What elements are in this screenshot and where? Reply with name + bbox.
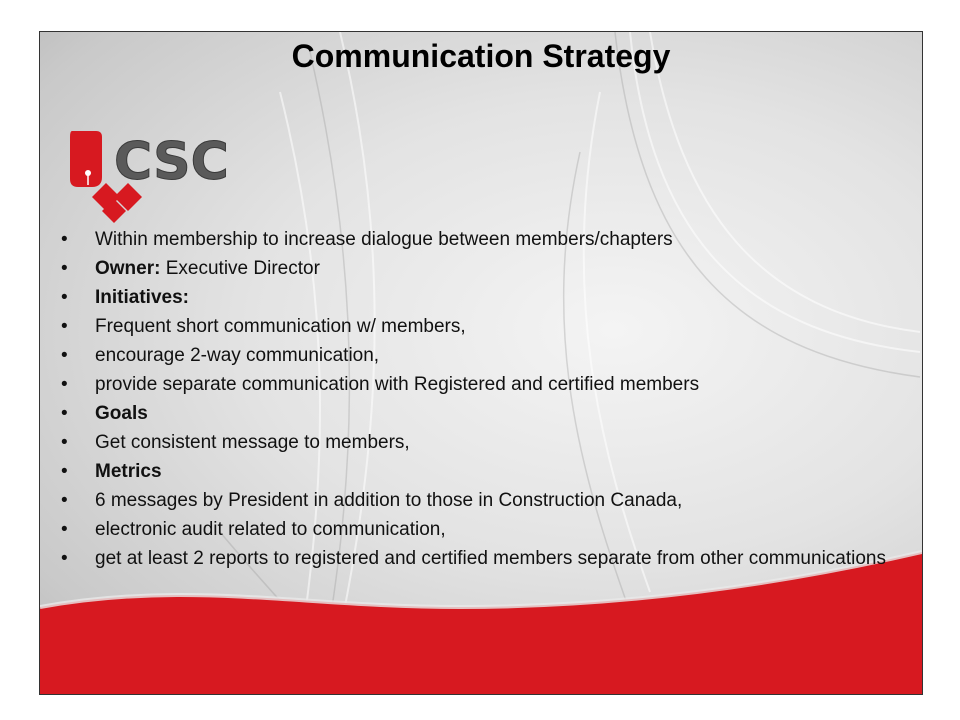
- bullet-dot: •: [61, 403, 68, 424]
- bullet-dot: •: [61, 345, 68, 366]
- bullet-text: 6 messages by President in addition to those in Construction Canada,: [95, 490, 683, 511]
- bullet-dot: •: [61, 258, 68, 279]
- bullet-item: [40, 462, 900, 481]
- bullet-text: electronic audit related to communication,: [95, 519, 446, 540]
- bullet-label: Goals: [95, 403, 148, 424]
- bullet-dot: •: [61, 490, 68, 511]
- bullet-text: Executive Director: [160, 258, 320, 279]
- bullet-dot: •: [61, 316, 68, 337]
- csc-logo: [62, 127, 292, 227]
- bullet-text: encourage 2-way communication,: [95, 345, 380, 366]
- bullet-dot: •: [61, 229, 68, 250]
- bullet-item: [40, 317, 900, 336]
- bullet-dot: •: [61, 432, 68, 453]
- bullet-dot: •: [61, 461, 68, 482]
- bullet-item: [40, 346, 900, 365]
- bullet-label: Owner:: [95, 258, 161, 279]
- bullet-text: Frequent short communication w/ members,: [95, 316, 466, 337]
- bullet-item: [40, 230, 900, 249]
- bullet-item: [40, 288, 900, 307]
- logo-text: CSC: [114, 132, 229, 192]
- bullet-item: [40, 375, 900, 394]
- bullet-item: [40, 259, 900, 278]
- slide-title: Communication Strategy: [291, 38, 671, 74]
- bullet-dot: •: [61, 548, 68, 569]
- bullet-dot: •: [61, 519, 68, 540]
- bullet-text: get at least 2 reports to registered and certified members separate from other communications: [95, 548, 886, 569]
- bullet-label: Initiatives:: [95, 287, 189, 308]
- bullet-dot: •: [61, 287, 68, 308]
- bullet-item: [40, 520, 900, 539]
- bullet-item: [40, 433, 900, 452]
- bullet-label: Metrics: [95, 461, 162, 482]
- slide: [39, 31, 923, 695]
- bullet-item: [40, 549, 900, 568]
- bullet-item: [40, 491, 900, 510]
- bullet-item: [40, 404, 900, 423]
- bullet-list: [40, 230, 900, 578]
- bullet-text: provide separate communication with Registered and certified members: [95, 374, 700, 395]
- bullet-dot: •: [61, 374, 68, 395]
- bullet-text: Within membership to increase dialogue between members/chapters: [95, 229, 673, 250]
- bullet-text: Get consistent message to members,: [95, 432, 410, 453]
